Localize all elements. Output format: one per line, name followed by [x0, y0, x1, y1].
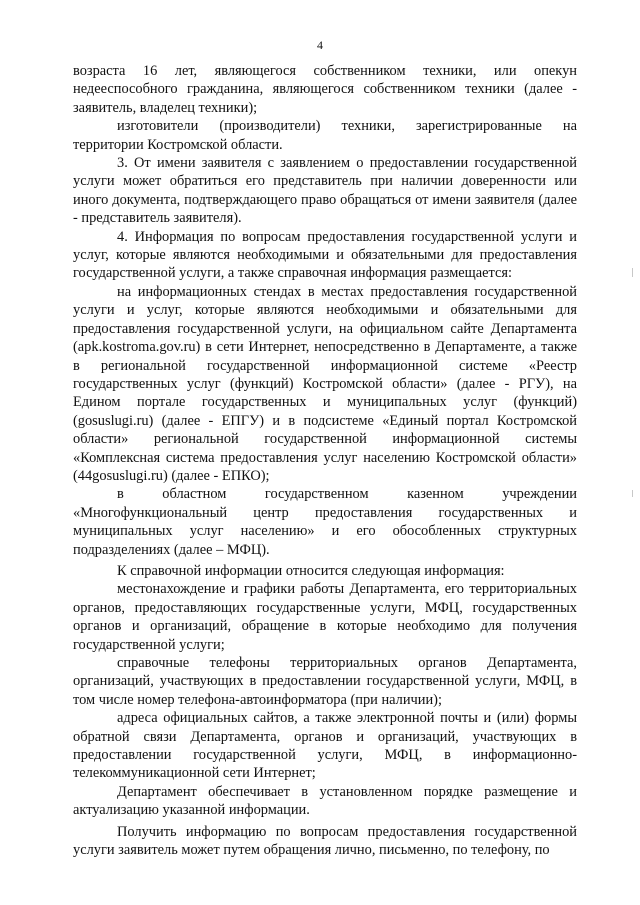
paragraph-obtain-information: Получить информацию по вопросам предоставления государственной услуги заявитель может путем обращения лично, письменно, по телефону, по — [73, 823, 577, 859]
scan-edge-mark — [632, 490, 633, 497]
paragraph-locations-schedules: местонахождение и графики работы Департамента, его территориальных органов, предоставляющих государственные услуги, МФЦ, государственных органов и организаций, обращение в которые необходимо для получения государственной услуги; — [73, 581, 577, 653]
scan-edge-mark — [632, 268, 633, 277]
paragraph-department-updates: Департамент обеспечивает в установленном порядке размещение и актуализацию указанной информации. — [73, 783, 577, 819]
paragraph-information-stands: на информационных стендах в местах предоставления государственной услуги и услуг, которые являются необходимыми и обязательными для предоставления государственной услуги, на официальном сайте Департамента (apk.kostroma.gov.ru) в сети Интернет, непосредственно в Департаменте, а также в региональной государственной информационной системе «Реестр государственных услуг (функций) Костромской области» (далее - РГУ), на Едином портале государственных и муниципальных услуг (функций) (gosuslugi.ru) (далее - ЕПГУ) и в подсистеме «Единый портал Костромской области» региональной государственной информационной системы «Комплексная система предоставления услуг населению Костромской области» (44gosuslugi.ru) (далее - ЕПКО); — [73, 283, 577, 484]
paragraph-official-sites: адреса официальных сайтов, а также электронной почты и (или) формы обратной связи Департамента, органов и организаций, участвующих в предоставлении государственной услуги, МФЦ, в информационно-телекоммуникационной сети Интернет; — [73, 710, 577, 782]
paragraph-information-placement: 4. Информация по вопросам предоставления государственной услуги и услуг, которые являются необходимыми и обязательными для предоставления государственной услуги, а также справочная информация размещается: — [73, 228, 577, 282]
paragraph-representative: 3. От имени заявителя с заявлением о предоставлении государственной услуги может обратиться его представитель при наличии доверенности или иного документа, подтверждающего право обращаться от имени заявителя (далее - представитель заявителя). — [73, 155, 577, 227]
paragraph-applicant-age: возраста 16 лет, являющегося собственником техники, или опекун недееспособного гражданина, являющегося собственником техники (далее - заявитель, владелец техники); — [73, 63, 577, 116]
paragraph-reference-phones: справочные телефоны территориальных органов Департамента, организаций, участвующих в предоставлении государственной услуги, МФЦ, в том числе номер телефона-автоинформатора (при наличии); — [73, 655, 577, 708]
paragraph-reference-info-heading: К справочной информации относится следующая информация: — [117, 562, 505, 579]
document-body — [73, 62, 577, 859]
paragraph-mfc: в областном государственном казенном учреждении «Многофункциональный центр предоставления государственных и муниципальных услуг населению» и его обособленных структурных подразделениях (далее – МФЦ). — [73, 486, 577, 558]
paragraph-manufacturers: изготовители (производители) техники, зарегистрированные на территории Костромской области. — [73, 118, 577, 153]
page-number: 4 — [317, 38, 323, 52]
